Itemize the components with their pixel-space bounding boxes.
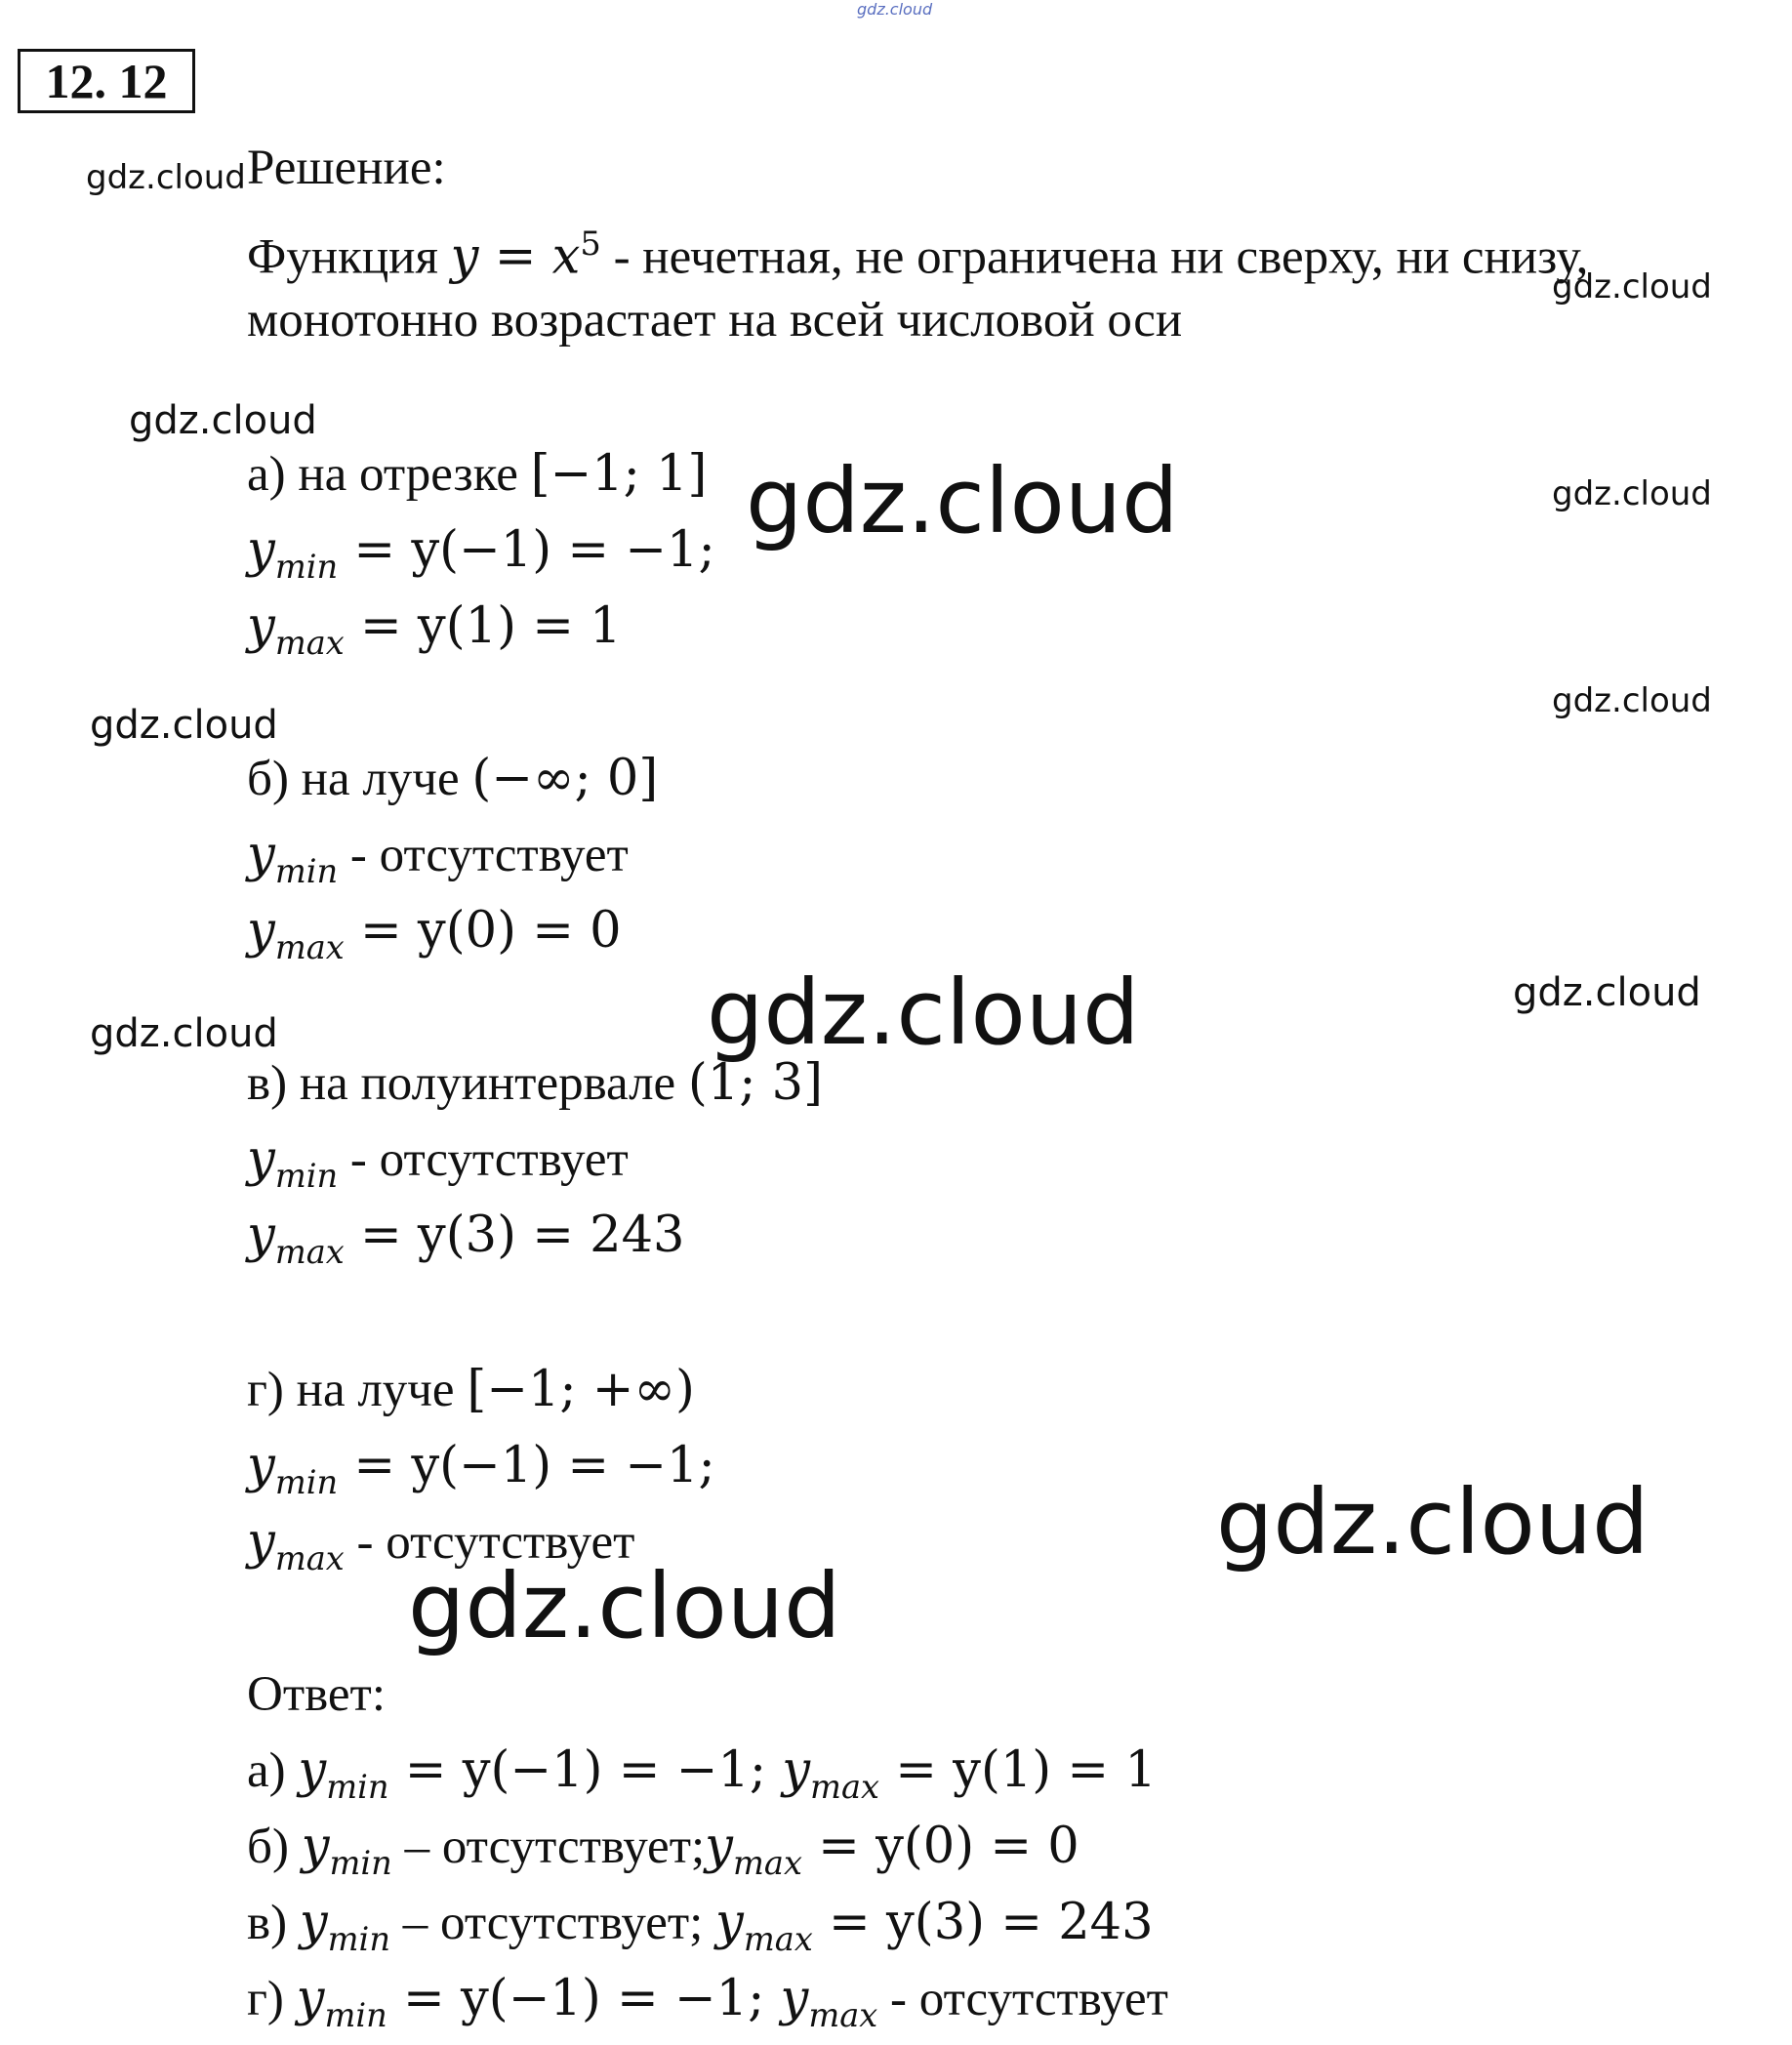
expression: - отсутствует: [338, 828, 629, 882]
part-a-heading: [247, 445, 707, 504]
part-a-text: а) на отрезке: [247, 447, 531, 502]
part-g-interval: [−1; +∞): [467, 1361, 695, 1418]
watermark: gdz.cloud: [1552, 681, 1712, 720]
y-symbol: y: [301, 1818, 330, 1875]
expression: = y(0) = 0: [344, 902, 622, 960]
part-a-line-1: [247, 521, 715, 596]
y-symbol: y: [247, 1207, 275, 1264]
subscript: min: [274, 851, 339, 890]
y-symbol: y: [299, 1894, 328, 1951]
intro-y: y: [450, 227, 479, 286]
answer-a: [247, 1741, 1157, 1817]
solution-heading: Решение:: [247, 141, 446, 195]
y-symbol: y: [298, 1741, 327, 1799]
problem-number: 12. 12: [18, 49, 195, 113]
expression: = y(3) = 243: [812, 1894, 1154, 1951]
subscript: max: [743, 1919, 813, 1958]
y-symbol: y: [247, 1437, 275, 1494]
subscript: max: [274, 1538, 345, 1577]
intro-rest: - нечетная, не ограничена ни сверху, ни снизу,: [600, 229, 1589, 285]
intro-word: Функция: [247, 229, 438, 285]
expression: = y(−1) = −1;: [388, 1741, 783, 1799]
y-symbol: y: [705, 1818, 733, 1875]
subscript: min: [324, 1995, 387, 2034]
answer-prefix: а): [247, 1743, 299, 1798]
y-symbol: y: [780, 1970, 809, 2027]
part-v-interval: (1; 3]: [687, 1054, 823, 1112]
expression: = y(−1) = −1;: [387, 1970, 781, 2027]
answer-prefix: б): [247, 1820, 302, 1874]
watermark: gdz.cloud: [1552, 267, 1712, 307]
part-g-text: г) на луче: [247, 1363, 468, 1417]
watermark: gdz.cloud: [1216, 1470, 1649, 1575]
watermark: gdz.cloud: [1513, 970, 1701, 1015]
y-symbol: y: [247, 1130, 275, 1188]
part-b-line-1: [247, 826, 629, 901]
answer-g: [247, 1970, 1168, 2045]
y-symbol: y: [247, 521, 275, 579]
part-g-line-1: [247, 1437, 715, 1512]
part-v-text: в) на полуинтервале: [247, 1056, 688, 1111]
watermark: gdz.cloud: [86, 158, 246, 197]
intro-line-2: монотонно возрастает на всей числовой оси: [247, 293, 1183, 348]
subscript: min: [274, 1462, 339, 1501]
subscript: min: [274, 1156, 339, 1195]
part-a-line-2: [247, 597, 622, 673]
answer-b: [247, 1818, 1079, 1893]
subscript: max: [274, 927, 345, 966]
expression: = y(1) = 1: [344, 597, 622, 655]
expression: = y(−1) = −1;: [338, 521, 715, 579]
part-g-line-2: [247, 1513, 634, 1588]
watermark-top: gdz.cloud: [857, 0, 933, 19]
subscript: max: [732, 1843, 802, 1882]
answer-prefix: г): [247, 1972, 297, 2026]
watermark: gdz.cloud: [408, 1554, 841, 1658]
y-symbol: y: [247, 902, 275, 960]
expression: = y(0) = 0: [801, 1818, 1079, 1875]
subscript: max: [274, 623, 345, 662]
part-b-heading: [247, 750, 658, 808]
subscript: min: [274, 547, 339, 586]
part-v-heading: [247, 1054, 823, 1113]
subscript: max: [810, 1767, 879, 1806]
intro-exponent: 5: [580, 225, 601, 263]
answer-heading: Ответ:: [247, 1667, 386, 1722]
subscript: min: [327, 1919, 390, 1958]
y-symbol: y: [247, 826, 275, 883]
part-v-line-1: [247, 1130, 629, 1206]
expression: = y(3) = 243: [344, 1207, 685, 1264]
expression: = y(1) = 1: [879, 1741, 1157, 1799]
expression: = y(−1) = −1;: [338, 1437, 715, 1494]
watermark: gdz.cloud: [90, 1011, 278, 1056]
y-symbol: y: [296, 1970, 325, 2027]
part-b-line-2: [247, 902, 622, 977]
y-symbol: y: [715, 1894, 744, 1951]
part-v-line-2: [247, 1207, 685, 1282]
watermark: gdz.cloud: [1552, 474, 1712, 513]
expression: - отсутствует: [338, 1132, 629, 1187]
part-g-heading: [247, 1361, 695, 1419]
y-symbol: y: [782, 1741, 811, 1799]
intro-x: x: [551, 227, 581, 286]
part-a-interval: [−1; 1]: [530, 445, 708, 503]
expression: - отсутствует: [344, 1515, 635, 1570]
expression: – отсутствует;: [391, 1820, 706, 1874]
answer-prefix: в): [247, 1896, 300, 1950]
watermark: gdz.cloud: [129, 398, 317, 443]
part-b-interval: (−∞; 0]: [471, 750, 659, 807]
part-b-text: б) на луче: [247, 752, 472, 806]
watermark: gdz.cloud: [90, 703, 278, 748]
intro-eq: =: [478, 227, 552, 286]
subscript: max: [274, 1232, 345, 1271]
y-symbol: y: [247, 597, 275, 655]
expression: - отсутствует: [877, 1972, 1168, 2026]
expression: – отсутствует;: [390, 1896, 716, 1950]
answer-v: [247, 1894, 1154, 1969]
watermark: gdz.cloud: [746, 449, 1179, 553]
intro-line-1: [247, 215, 1588, 287]
subscript: max: [808, 1995, 878, 2034]
watermark: gdz.cloud: [707, 961, 1140, 1065]
subscript: min: [326, 1767, 389, 1806]
y-symbol: y: [247, 1513, 275, 1571]
subscript: min: [329, 1843, 392, 1882]
